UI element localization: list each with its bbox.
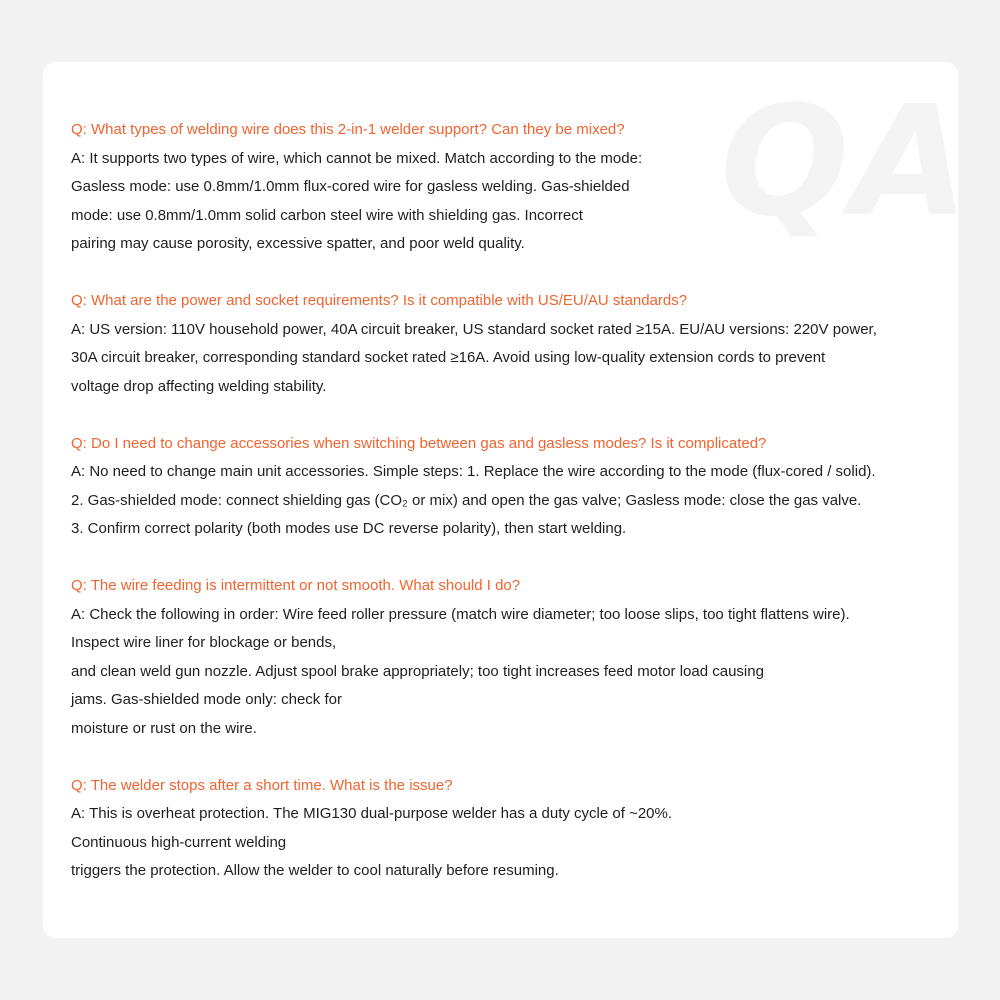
qa-item: [71, 287, 961, 401]
question: Q: What types of welding wire does this 2-in-1 welder support? Can they be mixed?: [71, 121, 625, 138]
qa-item: [71, 772, 961, 886]
answer-line: triggers the protection. Allow the welder to cool naturally before resuming.: [71, 862, 559, 879]
question: Q: The wire feeding is intermittent or not smooth. What should I do?: [71, 577, 521, 594]
qa-item: [71, 430, 961, 544]
qa-item: [71, 572, 961, 743]
answer-line: Inspect wire liner for blockage or bends,: [71, 634, 337, 651]
question: Q: The welder stops after a short time. What is the issue?: [71, 776, 453, 794]
answer-line: A: This is overheat protection. The MIG130 dual-purpose welder has a duty cycle of ~20%.: [71, 805, 673, 822]
answer-line: 30A circuit breaker, corresponding standard socket rated ≥16A. Avoid using low-quality extension cords to prevent: [71, 349, 826, 366]
question: Q: What are the power and socket requirements? Is it compatible with US/EU/AU standards?: [71, 292, 688, 309]
answer-line: Gasless mode: use 0.8mm/1.0mm flux-cored wire for gasless welding. Gas-shielded: [71, 178, 630, 195]
answer-line: jams. Gas-shielded mode only: check for: [71, 691, 342, 708]
answer-line: pairing may cause porosity, excessive spatter, and poor weld quality.: [71, 235, 525, 252]
answer-line: A: Check the following in order: Wire feed roller pressure (match wire diameter; too loose slips, too tight flattens wire).: [71, 605, 850, 623]
answer-line: 3. Confirm correct polarity (both modes use DC reverse polarity), then start welding.: [71, 520, 627, 537]
answer-line: Continuous high-current welding: [71, 833, 287, 851]
answer-line: A: It supports two types of wire, which cannot be mixed. Match according to the mode:: [71, 149, 643, 167]
qa-item: [71, 116, 961, 259]
question: Q: Do I need to change accessories when switching between gas and gasless modes? Is it complicated?: [71, 434, 767, 452]
answer-line: mode: use 0.8mm/1.0mm solid carbon steel wire with shielding gas. Incorrect: [71, 206, 583, 224]
answer-line: 2. Gas-shielded mode: connect shielding gas (CO₂ or mix) and open the gas valve; Gasless mode: close the gas valve.: [71, 491, 862, 509]
answer-line: moisture or rust on the wire.: [71, 719, 257, 737]
answer-line: A: US version: 110V household power, 40A circuit breaker, US standard socket rated ≥15A. EU/AU versions: 220V power,: [71, 320, 877, 338]
qa-list: [71, 116, 961, 914]
answer-line: voltage drop affecting welding stability.: [71, 377, 327, 395]
answer-line: A: No need to change main unit accessories. Simple steps: 1. Replace the wire according to the mode (flux-cored / solid).: [71, 463, 876, 480]
qa-watermark: QA: [720, 73, 971, 250]
answer-line: and clean weld gun nozzle. Adjust spool brake appropriately; too tight increases feed motor load causing: [71, 662, 764, 680]
